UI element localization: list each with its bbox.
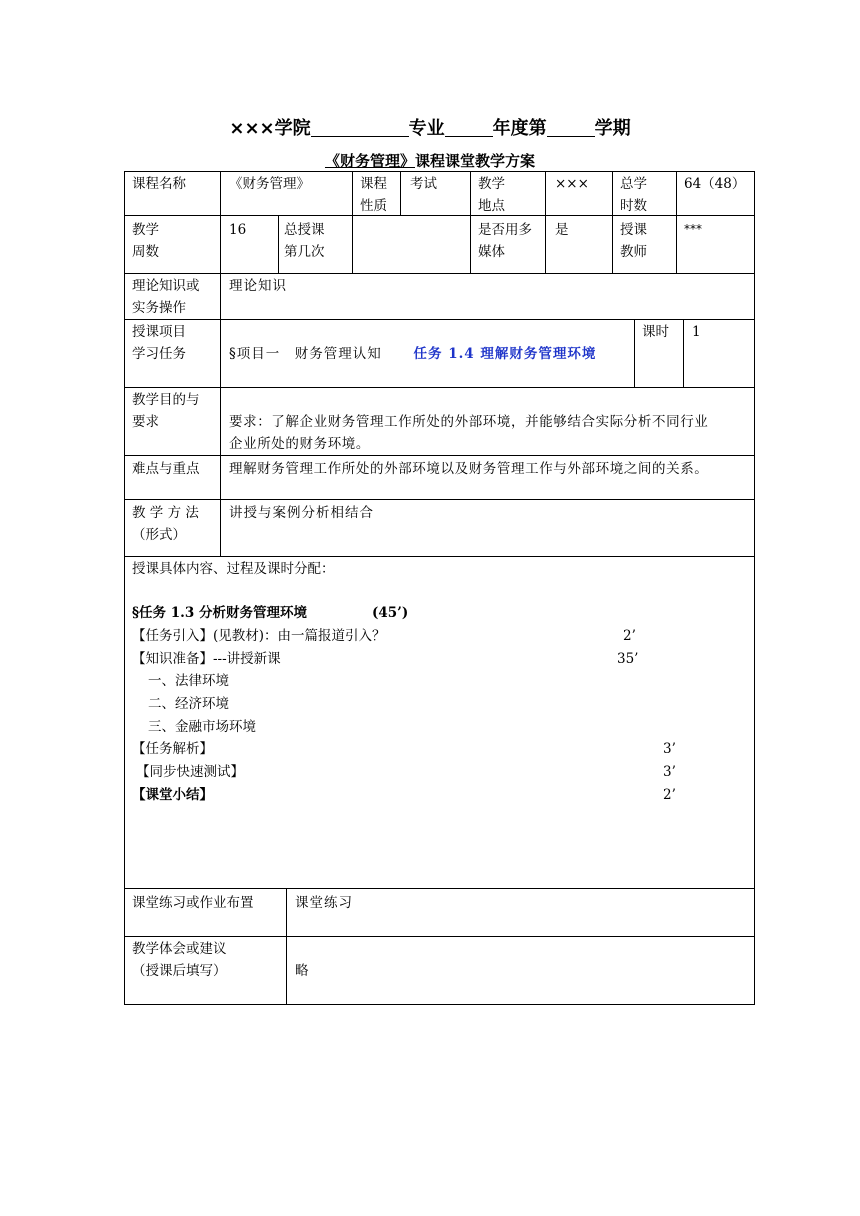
col-divider: [676, 171, 677, 273]
weeks-label-1: 教学: [132, 222, 159, 238]
content-item-time: 2’: [623, 628, 636, 644]
blank-term: [547, 118, 595, 137]
blank-major: [311, 118, 409, 137]
row-divider: [124, 319, 755, 320]
row-divider: [124, 888, 755, 889]
nature-label-2: 性质: [360, 198, 387, 214]
method-label-2: （形式）: [132, 527, 186, 543]
project-value: [229, 343, 596, 365]
objective-line-2: 企业所处的财务环境。: [229, 436, 370, 452]
content-item: 【同步快速测试】: [136, 764, 244, 780]
row-divider: [124, 499, 755, 500]
multimedia-label-2: 媒体: [478, 244, 505, 260]
document-subtitle: [0, 150, 860, 171]
col-divider: [278, 215, 279, 273]
project-task: 任务 1.4 理解财务管理环境: [413, 346, 597, 362]
reflection-label-1: 教学体会或建议: [132, 941, 227, 957]
hours-label-1: 总学: [620, 176, 647, 192]
task-title: §任务 1.3 分析财务管理环境: [132, 605, 307, 621]
course-name-label: 课程名称: [132, 176, 186, 192]
exercise-label: 课堂练习或作业布置: [132, 895, 254, 911]
content-item: 【任务解析】: [132, 741, 213, 757]
content-item-time: 3’: [663, 741, 676, 757]
place-label-2: 地点: [478, 198, 505, 214]
hours-label-2: 时数: [620, 198, 647, 214]
content-item: 【知识准备】---讲授新课: [132, 651, 281, 667]
content-item: 三、金融市场环境: [148, 719, 256, 735]
project-label-1: 授课项目: [132, 324, 186, 340]
objective-line-1: 要求：了解企业财务管理工作所处的外部环境，并能够结合实际分析不同行业: [229, 414, 709, 430]
hours-value: 64（48）: [684, 176, 746, 192]
col-divider: [220, 171, 221, 273]
row-divider: [124, 215, 755, 216]
multimedia-value: 是: [555, 222, 569, 238]
document-heading: [0, 114, 860, 140]
heading-major: 专业: [408, 118, 445, 139]
content-intro: 授课具体内容、过程及课时分配：: [132, 561, 335, 577]
nature-value: 考试: [410, 176, 437, 192]
content-item-time: 2’: [663, 787, 676, 803]
session-label-1: 总授课: [284, 222, 325, 238]
subtitle-rest: 课程课堂教学方案: [415, 152, 536, 170]
weeks-value: 16: [229, 222, 247, 238]
col-divider: [470, 171, 471, 273]
period-label: 课时: [642, 324, 669, 340]
plan-table: [124, 171, 755, 1005]
project-label-2: 学习任务: [132, 346, 186, 362]
content-item: 一、法律环境: [148, 673, 229, 689]
heading-year: 年度第: [492, 118, 547, 139]
teacher-label-2: 教师: [620, 244, 647, 260]
col-divider: [220, 273, 221, 556]
col-divider: [683, 319, 684, 387]
teacher-label-1: 授课: [620, 222, 647, 238]
content-item: 二、经济环境: [148, 696, 229, 712]
difficulty-label: 难点与重点: [132, 461, 200, 477]
theory-value: 理论知识: [229, 278, 287, 294]
period-value: 1: [692, 324, 701, 340]
blank-year: [445, 118, 493, 137]
place-value: ×××: [555, 176, 589, 192]
reflection-label-2: （授课后填写）: [132, 963, 227, 979]
row-divider: [124, 556, 755, 557]
col-divider: [634, 319, 635, 387]
exercise-value: 课堂练习: [295, 895, 353, 911]
col-divider: [612, 171, 613, 273]
col-divider: [400, 171, 401, 215]
reflection-value: 略: [295, 963, 309, 979]
nature-label-1: 课程: [360, 176, 387, 192]
place-label-1: 教学: [478, 176, 505, 192]
col-divider: [286, 888, 287, 1005]
subtitle-course: 《财务管理》: [324, 152, 415, 170]
course-name-value: 《财务管理》: [229, 176, 310, 192]
objective-label-2: 要求: [132, 414, 159, 430]
content-item-time: 35’: [617, 651, 639, 667]
teacher-value: ***: [684, 222, 702, 236]
weeks-label-2: 周数: [132, 244, 159, 260]
content-item-time: 3’: [663, 764, 676, 780]
difficulty-value: 理解财务管理工作所处的外部环境以及财务管理工作与外部环境之间的关系。: [229, 461, 709, 477]
theory-label-1: 理论知识或: [132, 278, 200, 294]
objective-label-1: 教学目的与: [132, 392, 200, 408]
content-item: 【课堂小结】: [132, 787, 213, 803]
session-label-2: 第几次: [284, 244, 325, 260]
row-divider: [124, 455, 755, 456]
multimedia-label-1: 是否用多: [478, 222, 532, 238]
project-prefix: §项目一 财务管理认知: [229, 346, 382, 362]
row-divider: [124, 273, 755, 274]
col-divider: [545, 171, 546, 273]
content-item: 【任务引入】(见教材)：由一篇报道引入？: [132, 628, 386, 644]
row-divider: [124, 936, 755, 937]
method-value: 讲授与案例分析相结合: [229, 505, 374, 521]
heading-term: 学期: [594, 118, 631, 139]
col-divider: [352, 171, 353, 273]
row-divider: [124, 387, 755, 388]
task-time: (45’): [372, 605, 409, 621]
heading-college: ×××学院: [229, 118, 311, 139]
method-label-1: 教 学 方 法: [132, 505, 199, 521]
theory-label-2: 实务操作: [132, 300, 186, 316]
